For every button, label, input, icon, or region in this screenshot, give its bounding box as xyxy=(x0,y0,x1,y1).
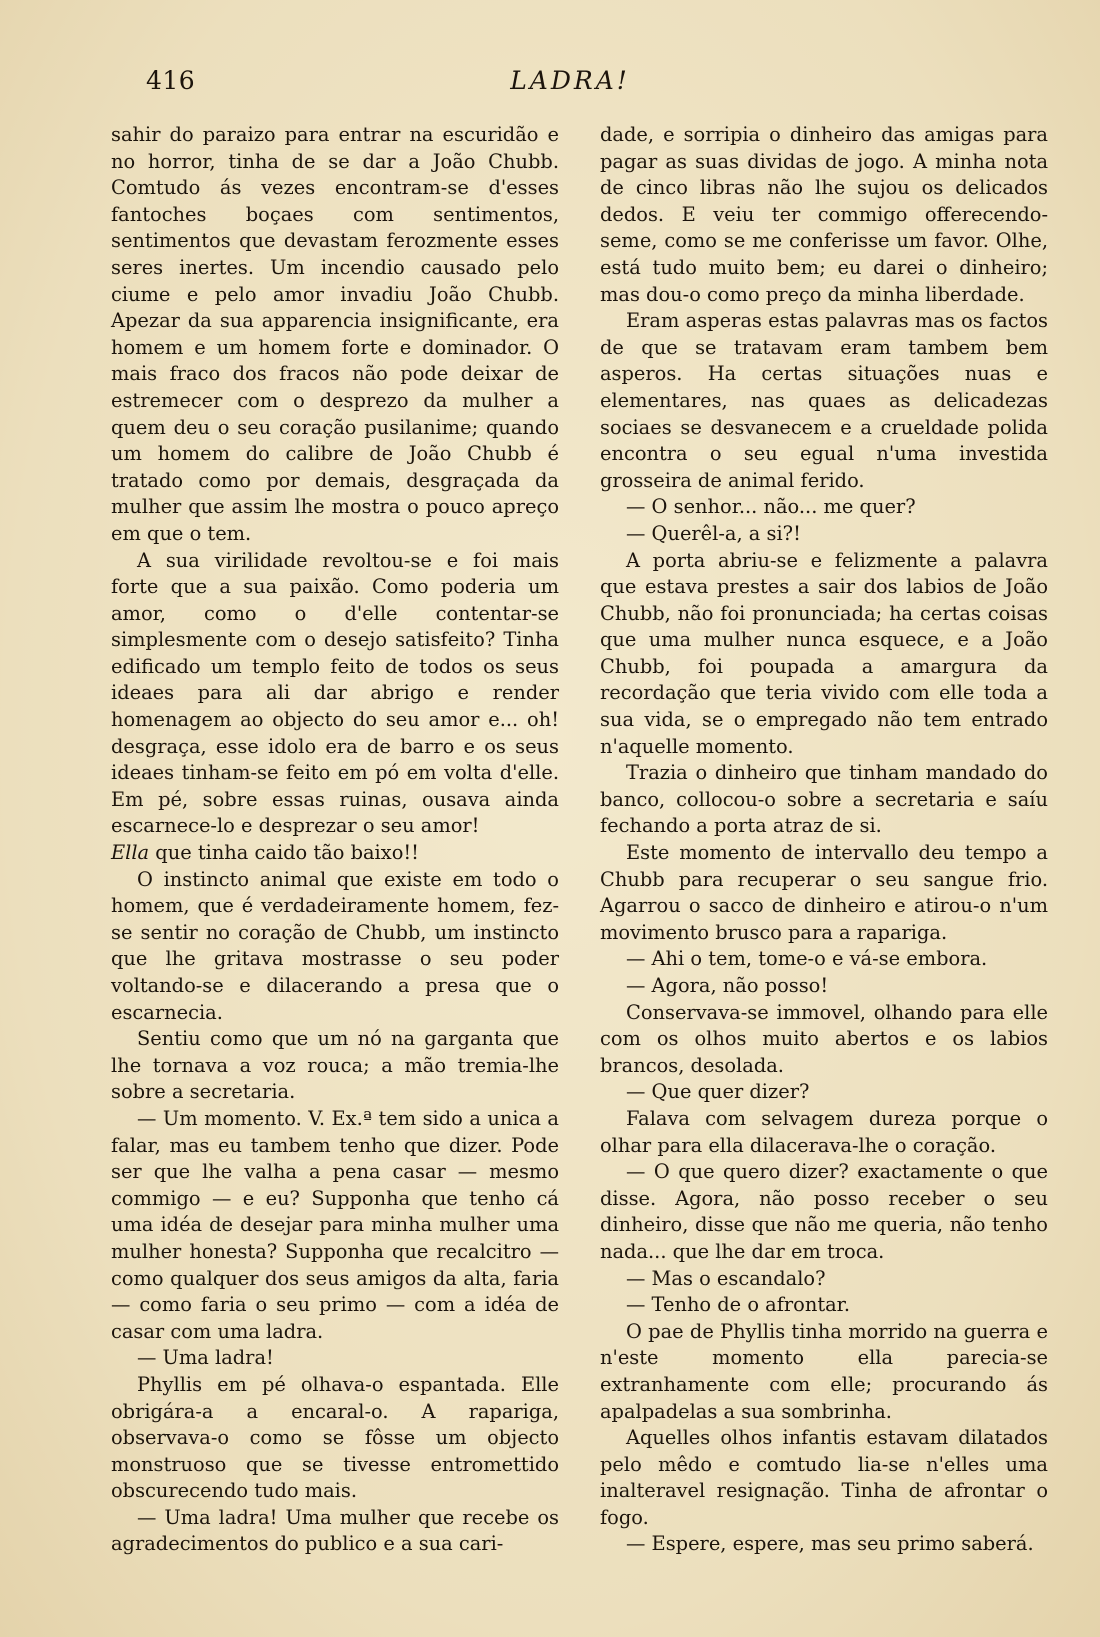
paragraph: A sua virilidade revoltou-se e foi mais forte que a sua paixão. Como poderia um amor, como o d'elle contentar-se simplesmente com o desejo satisfeito? Tinha edificado um templo feito de todos os seus ideaes para ali dar abrigo e render homenagem ao objecto do seu amor e... oh! desgraça, esse idolo era de barro e os seus ideaes tinham-se feito em pó em volta d'elle. Em pé, sobre essas ruinas, ousava ainda escarnece-lo e desprezar o seu amor! xyxy=(111,548,559,838)
dialogue-paragraph: — Um momento. V. Ex.ª tem sido a unica a falar, mas eu tambem tenho que dizer. Pode ser que lhe valha a pena casar — mesmo commigo — e eu? Supponha que tenho cá uma idéa de desejar para minha mulher uma mulher honesta? Supponha que recalcitro — como qualquer dos seus amigos da alta, faria — como faria o seu primo — com a idéa de casar com uma ladra. xyxy=(111,1106,559,1343)
paragraph: Conservava-se immovel, olhando para elle com os olhos muito abertos e os labios brancos, desolada. xyxy=(600,1000,1048,1077)
paragraph: Aquelles olhos infantis estavam dilatados pelo mêdo e comtudo lia-se n'elles uma inalteravel resignação. Tinha de afrontar o fogo. xyxy=(600,1426,1048,1529)
running-title: LADRA! xyxy=(510,66,630,95)
dialogue-paragraph: — Querêl-a, a si?! xyxy=(626,521,801,545)
dialogue-paragraph: — O senhor... não... me quer? xyxy=(626,495,916,519)
paragraph: Trazia o dinheiro que tinham mandado do banco, collocou-o sobre a secretaria e saíu fechando a porta atraz de si. xyxy=(600,761,1048,838)
paragraph: O pae de Phyllis tinha morrido na guerra e n'este momento ella parecia-se extranhamente com elle; procurando ás apalpadelas a sua sombrinha. xyxy=(600,1319,1048,1423)
dialogue-paragraph: — Tenho de o afrontar. xyxy=(626,1293,850,1317)
paragraph: dade, e sorripia o dinheiro das amigas para pagar as suas dividas de jogo. A minha nota de cinco libras não lhe sujou os delicados dedos. E veiu ter commigo offerecendo-seme, como se me conferisse um favor. Olhe, está tudo muito bem; eu darei o dinheiro; mas dou-o como preço da minha liberdade. xyxy=(600,123,1048,306)
paragraph: Falava com selvagem dureza porque o olhar para ella dilacerava-lhe o coração. xyxy=(600,1106,1048,1157)
dialogue-paragraph: — Ahi o tem, tome-o e vá-se embora. xyxy=(626,947,988,971)
dialogue-paragraph: — Mas o escandalo? xyxy=(626,1266,826,1290)
paragraph: Este momento de intervallo deu tempo a Chubb para recuperar o seu sangue frio. Agarrou o sacco de dinheiro e atirou-o n'um movimento brusco para a rapariga. xyxy=(600,841,1048,944)
paragraph xyxy=(111,840,559,867)
emphasis-text: Ella xyxy=(111,841,150,865)
dialogue-paragraph: — Que quer dizer? xyxy=(626,1080,810,1104)
dialogue-paragraph: — Agora, não posso! xyxy=(626,974,829,997)
page-number: 416 xyxy=(146,66,196,95)
left-text-column xyxy=(111,122,559,1558)
dialogue-paragraph: — Uma ladra! Uma mulher que recebe os agradecimentos do publico e a sua cari- xyxy=(111,1505,559,1556)
dialogue-paragraph: — O que quero dizer? exactamente o que disse. Agora, não posso receber o seu dinheiro, disse que não me queria, não tenho nada... que lhe dar em troca. xyxy=(600,1160,1048,1263)
paragraph-text: que tinha caido tão baixo!! xyxy=(149,841,419,865)
paragraph: sahir do paraizo para entrar na escuridão e no horror, tinha de se dar a João Chubb. Comtudo ás vezes encontram-se d'esses fantoches boçaes com sentimentos, sentimentos que devastam ferozmente esses seres inertes. Um incendio causado pelo ciume e pelo amor invadiu João Chubb. Apezar da sua apparencia insignificante, era homem e um homem forte e dominador. O mais fraco dos fracos não pode deixar de estremecer com o desprezo da mulher a quem deu o seu coração pusilanime; quando um homem do calibre de João Chubb é tratado como por demais, desgraçada da mulher que assim lhe mostra o pouco apreço em que o tem. xyxy=(111,123,559,545)
paragraph: A porta abriu-se e felizmente a palavra que estava prestes a sair dos labios de João Chubb, não foi pronunciada; ha certas coisas que uma mulher nunca esquece, e a João Chubb, foi poupada a amargura da recordação que teria vivido com elle toda a sua vida, se o empregado não tem entrado n'aquelle momento. xyxy=(600,548,1048,758)
paragraph: Sentiu como que um nó na garganta que lhe tornava a voz rouca; a mão tremia-lhe sobre a secretaria. xyxy=(111,1027,559,1104)
paragraph: Eram asperas estas palavras mas os factos de que se tratavam eram tambem bem asperos. Ha certas situações nuas e elementares, nas quaes as delicadezas sociaes se desvanecem e a crueldade polida encontra o seu egual n'uma investida grosseira de animal ferido. xyxy=(600,309,1048,492)
right-text-column xyxy=(600,122,1048,1558)
dialogue-paragraph: — Espere, espere, mas seu primo saberá. xyxy=(626,1532,1034,1556)
paragraph: O instincto animal que existe em todo o homem, que é verdadeiramente homem, fez-se sentir no coração de Chubb, um instincto que lhe gritava mostrasse o seu poder voltando-se e dilacerando a presa que o escarnecia. xyxy=(111,867,559,1024)
paragraph: Phyllis em pé olhava-o espantada. Elle obrigára-a a encaral-o. A rapariga, observava-o como se fôsse um objecto monstruoso que se tivesse entromettido obscurecendo tudo mais. xyxy=(111,1372,559,1503)
dialogue-paragraph: — Uma ladra! xyxy=(137,1346,274,1370)
